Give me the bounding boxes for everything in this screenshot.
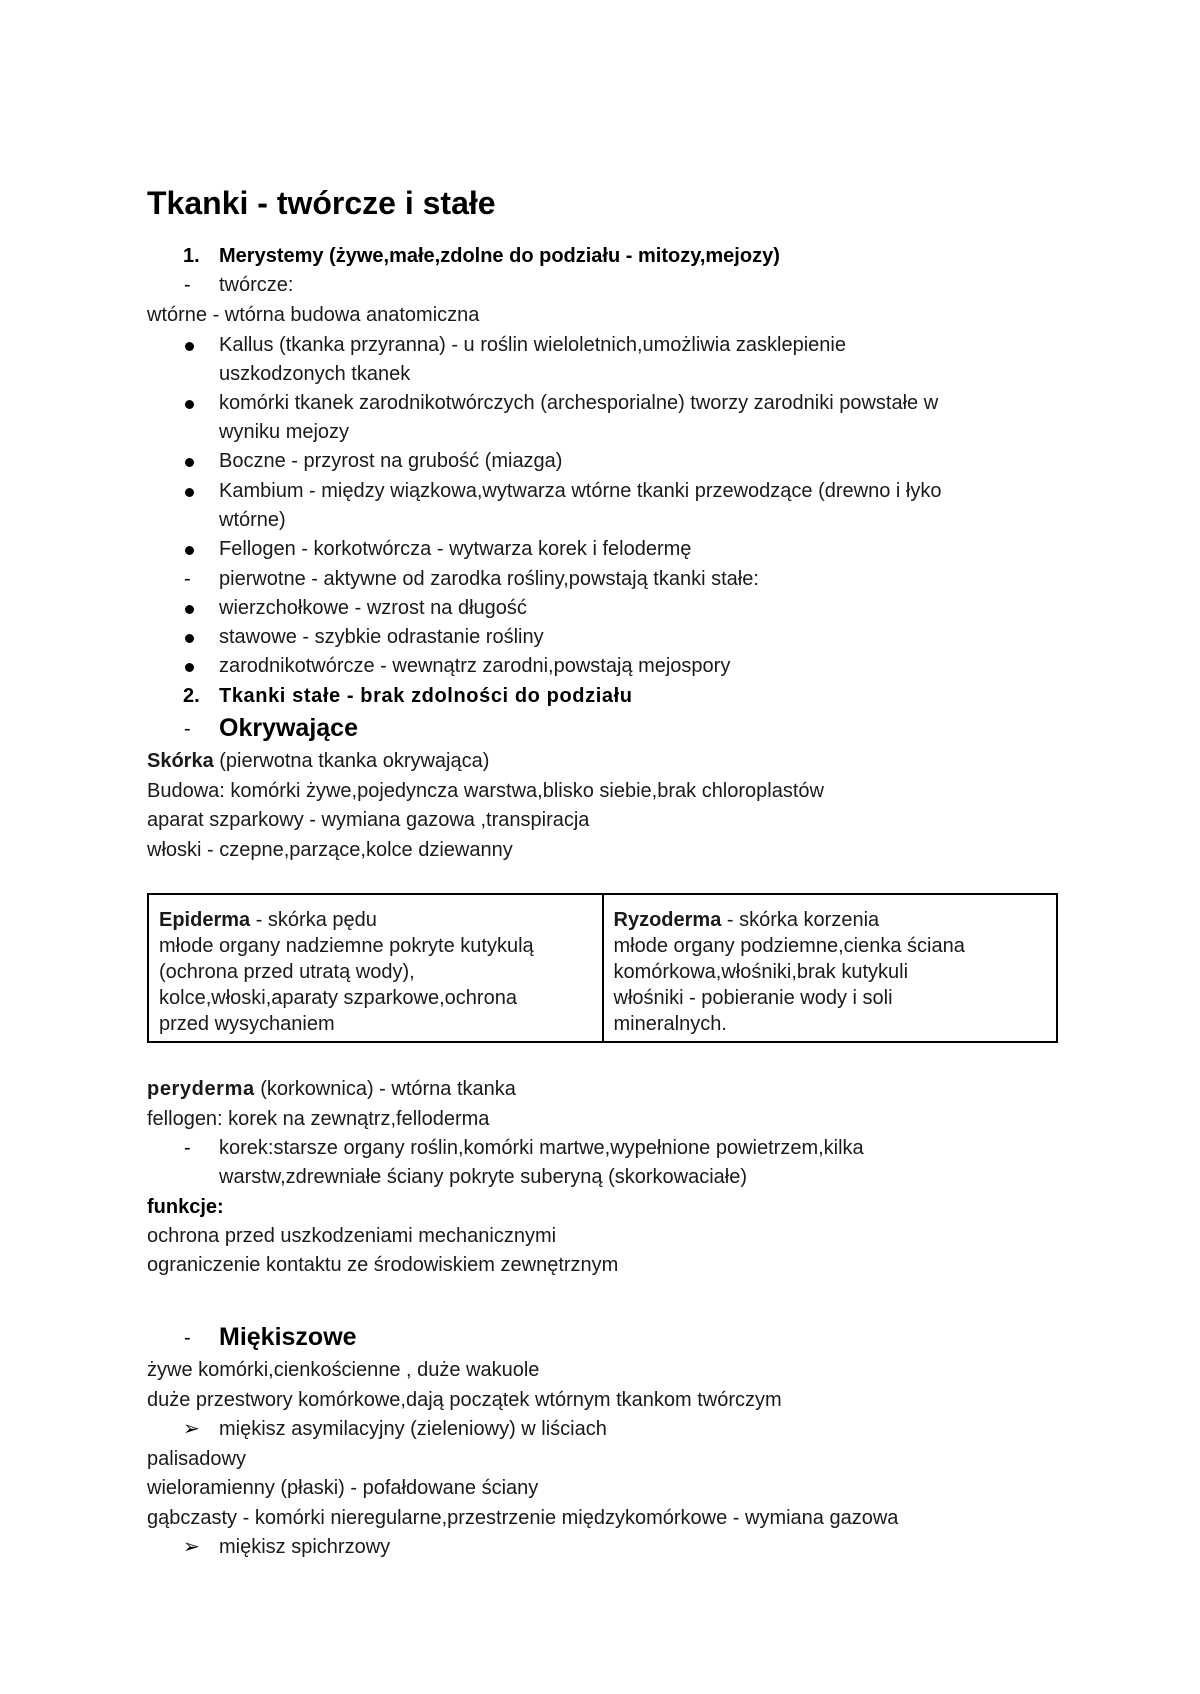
list-item: stawowe - szybkie odrastanie rośliny: [219, 626, 544, 648]
text-line: fellogen: korek na zewnątrz,felloderma: [147, 1108, 490, 1130]
text-line: [147, 1077, 516, 1101]
table-cell-epiderma: [149, 895, 602, 1041]
text-line: wtórne - wtórna budowa anatomiczna: [147, 304, 480, 326]
cell-text: - skórka pędu: [250, 909, 377, 931]
arrow-bullet-icon: ➢: [183, 1418, 200, 1440]
label-funkcje: funkcje:: [147, 1196, 224, 1218]
term-peryderma-desc: (korkownica) - wtórna tkanka: [254, 1078, 516, 1100]
cell-text: - skórka korzenia: [721, 909, 880, 931]
text-line: duże przestwory komórkowe,dają początek wtórnym tkankom twórczym: [147, 1389, 782, 1411]
list-item: Kambium - między wiązkowa,wytwarza wtórne tkanki przewodzące (drewno i łyko: [219, 480, 942, 502]
text-line: aparat szparkowy - wymiana gazowa ,transpiracja: [147, 809, 590, 831]
table-cell-ryzoderma: [602, 895, 1057, 1041]
cell-text: młode organy nadziemne pokryte kutykulą: [159, 935, 534, 957]
text-line: [147, 749, 489, 773]
term-skorka: Skórka: [147, 750, 214, 772]
list-item: zarodnikotwórcze - wewnątrz zarodni,powstają mejospory: [219, 655, 731, 677]
list-item: komórki tkanek zarodnikotwórczych (archesporialne) tworzy zarodniki powstałe w: [219, 392, 939, 414]
text-line: gąbczasty - komórki nieregularne,przestrzenie międzykomórkowe - wymiana gazowa: [147, 1507, 899, 1529]
list-item: korek:starsze organy roślin,komórki martwe,wypełnione powietrzem,kilka: [219, 1137, 864, 1159]
text-line: ograniczenie kontaktu ze środowiskiem zewnętrznym: [147, 1254, 619, 1276]
list-item-cont: uszkodzonych tkanek: [219, 363, 411, 385]
text-line: twórcze:: [219, 274, 294, 296]
bullet-icon: [185, 458, 194, 467]
text-line: wieloramienny (płaski) - pofałdowane ściany: [147, 1477, 539, 1499]
list-item: Fellogen - korkotwórcza - wytwarza korek i felodermę: [219, 538, 692, 560]
bullet-icon: [185, 400, 194, 409]
list-number: 1.: [183, 245, 200, 267]
arrow-bullet-icon: ➢: [183, 1536, 200, 1558]
cell-text: komórkowa,włośniki,brak kutykuli: [613, 961, 909, 983]
text-line: żywe komórki,cienkościenne , duże wakuole: [147, 1359, 540, 1381]
comparison-table: [147, 893, 1058, 1043]
dash-marker: -: [184, 718, 191, 740]
list-item-cont: warstw,zdrewniałe ściany pokryte suberyną (skorkowaciałe): [219, 1166, 747, 1188]
dash-marker: -: [184, 1327, 191, 1349]
text-line: palisadowy: [147, 1448, 246, 1470]
list-item: wierzchołkowe - wzrost na długość: [219, 597, 527, 619]
list-item: miękisz asymilacyjny (zieleniowy) w liściach: [219, 1418, 607, 1440]
text-line: Budowa: komórki żywe,pojedyncza warstwa,blisko siebie,brak chloroplastów: [147, 780, 824, 802]
dash-marker: -: [184, 568, 191, 590]
bullet-icon: [185, 663, 194, 672]
subheading-miekiszowe: Miękiszowe: [219, 1323, 357, 1351]
text-line: pierwotne - aktywne od zarodka rośliny,powstają tkanki stałe:: [219, 568, 759, 590]
bullet-icon: [185, 546, 194, 555]
cell-text: mineralnych.: [613, 1013, 727, 1035]
term-peryderma: peryderma: [147, 1078, 255, 1100]
list-number: 2.: [183, 685, 200, 707]
cell-text: włośniki - pobieranie wody i soli: [613, 987, 893, 1009]
list-item-cont: wtórne): [219, 509, 286, 531]
term-skorka-desc: (pierwotna tkanka okrywająca): [213, 750, 490, 772]
term-epiderma: Epiderma: [159, 909, 251, 931]
cell-text: młode organy podziemne,cienka ściana: [613, 935, 965, 957]
list-item: Kallus (tkanka przyranna) - u roślin wieloletnich,umożliwia zasklepienie: [219, 334, 846, 356]
dash-marker: -: [184, 1137, 191, 1159]
dash-marker: -: [184, 274, 191, 296]
list-item-cont: wyniku mejozy: [219, 421, 350, 443]
section-heading-merystemy: Merystemy (żywe,małe,zdolne do podziału - mitozy,mejozy): [219, 245, 780, 267]
list-item: miękisz spichrzowy: [219, 1536, 391, 1558]
list-item: Boczne - przyrost na grubość (miazga): [219, 450, 563, 472]
cell-text: (ochrona przed utratą wody),: [159, 961, 415, 983]
term-ryzoderma: Ryzoderma: [613, 909, 722, 931]
bullet-icon: [185, 342, 194, 351]
bullet-icon: [185, 605, 194, 614]
text-line: ochrona przed uszkodzeniami mechanicznymi: [147, 1225, 557, 1247]
bullet-icon: [185, 634, 194, 643]
subheading-okrywajace: Okrywające: [219, 714, 358, 742]
bullet-icon: [185, 488, 194, 497]
text-line: włoski - czepne,parzące,kolce dziewanny: [147, 839, 513, 861]
cell-text: przed wysychaniem: [159, 1013, 335, 1035]
page-title: Tkanki - twórcze i stałe: [147, 185, 496, 221]
cell-text: kolce,włoski,aparaty szparkowe,ochrona: [159, 987, 517, 1009]
section-heading-tkanki-stale: Tkanki stałe - brak zdolności do podziału: [219, 685, 633, 707]
